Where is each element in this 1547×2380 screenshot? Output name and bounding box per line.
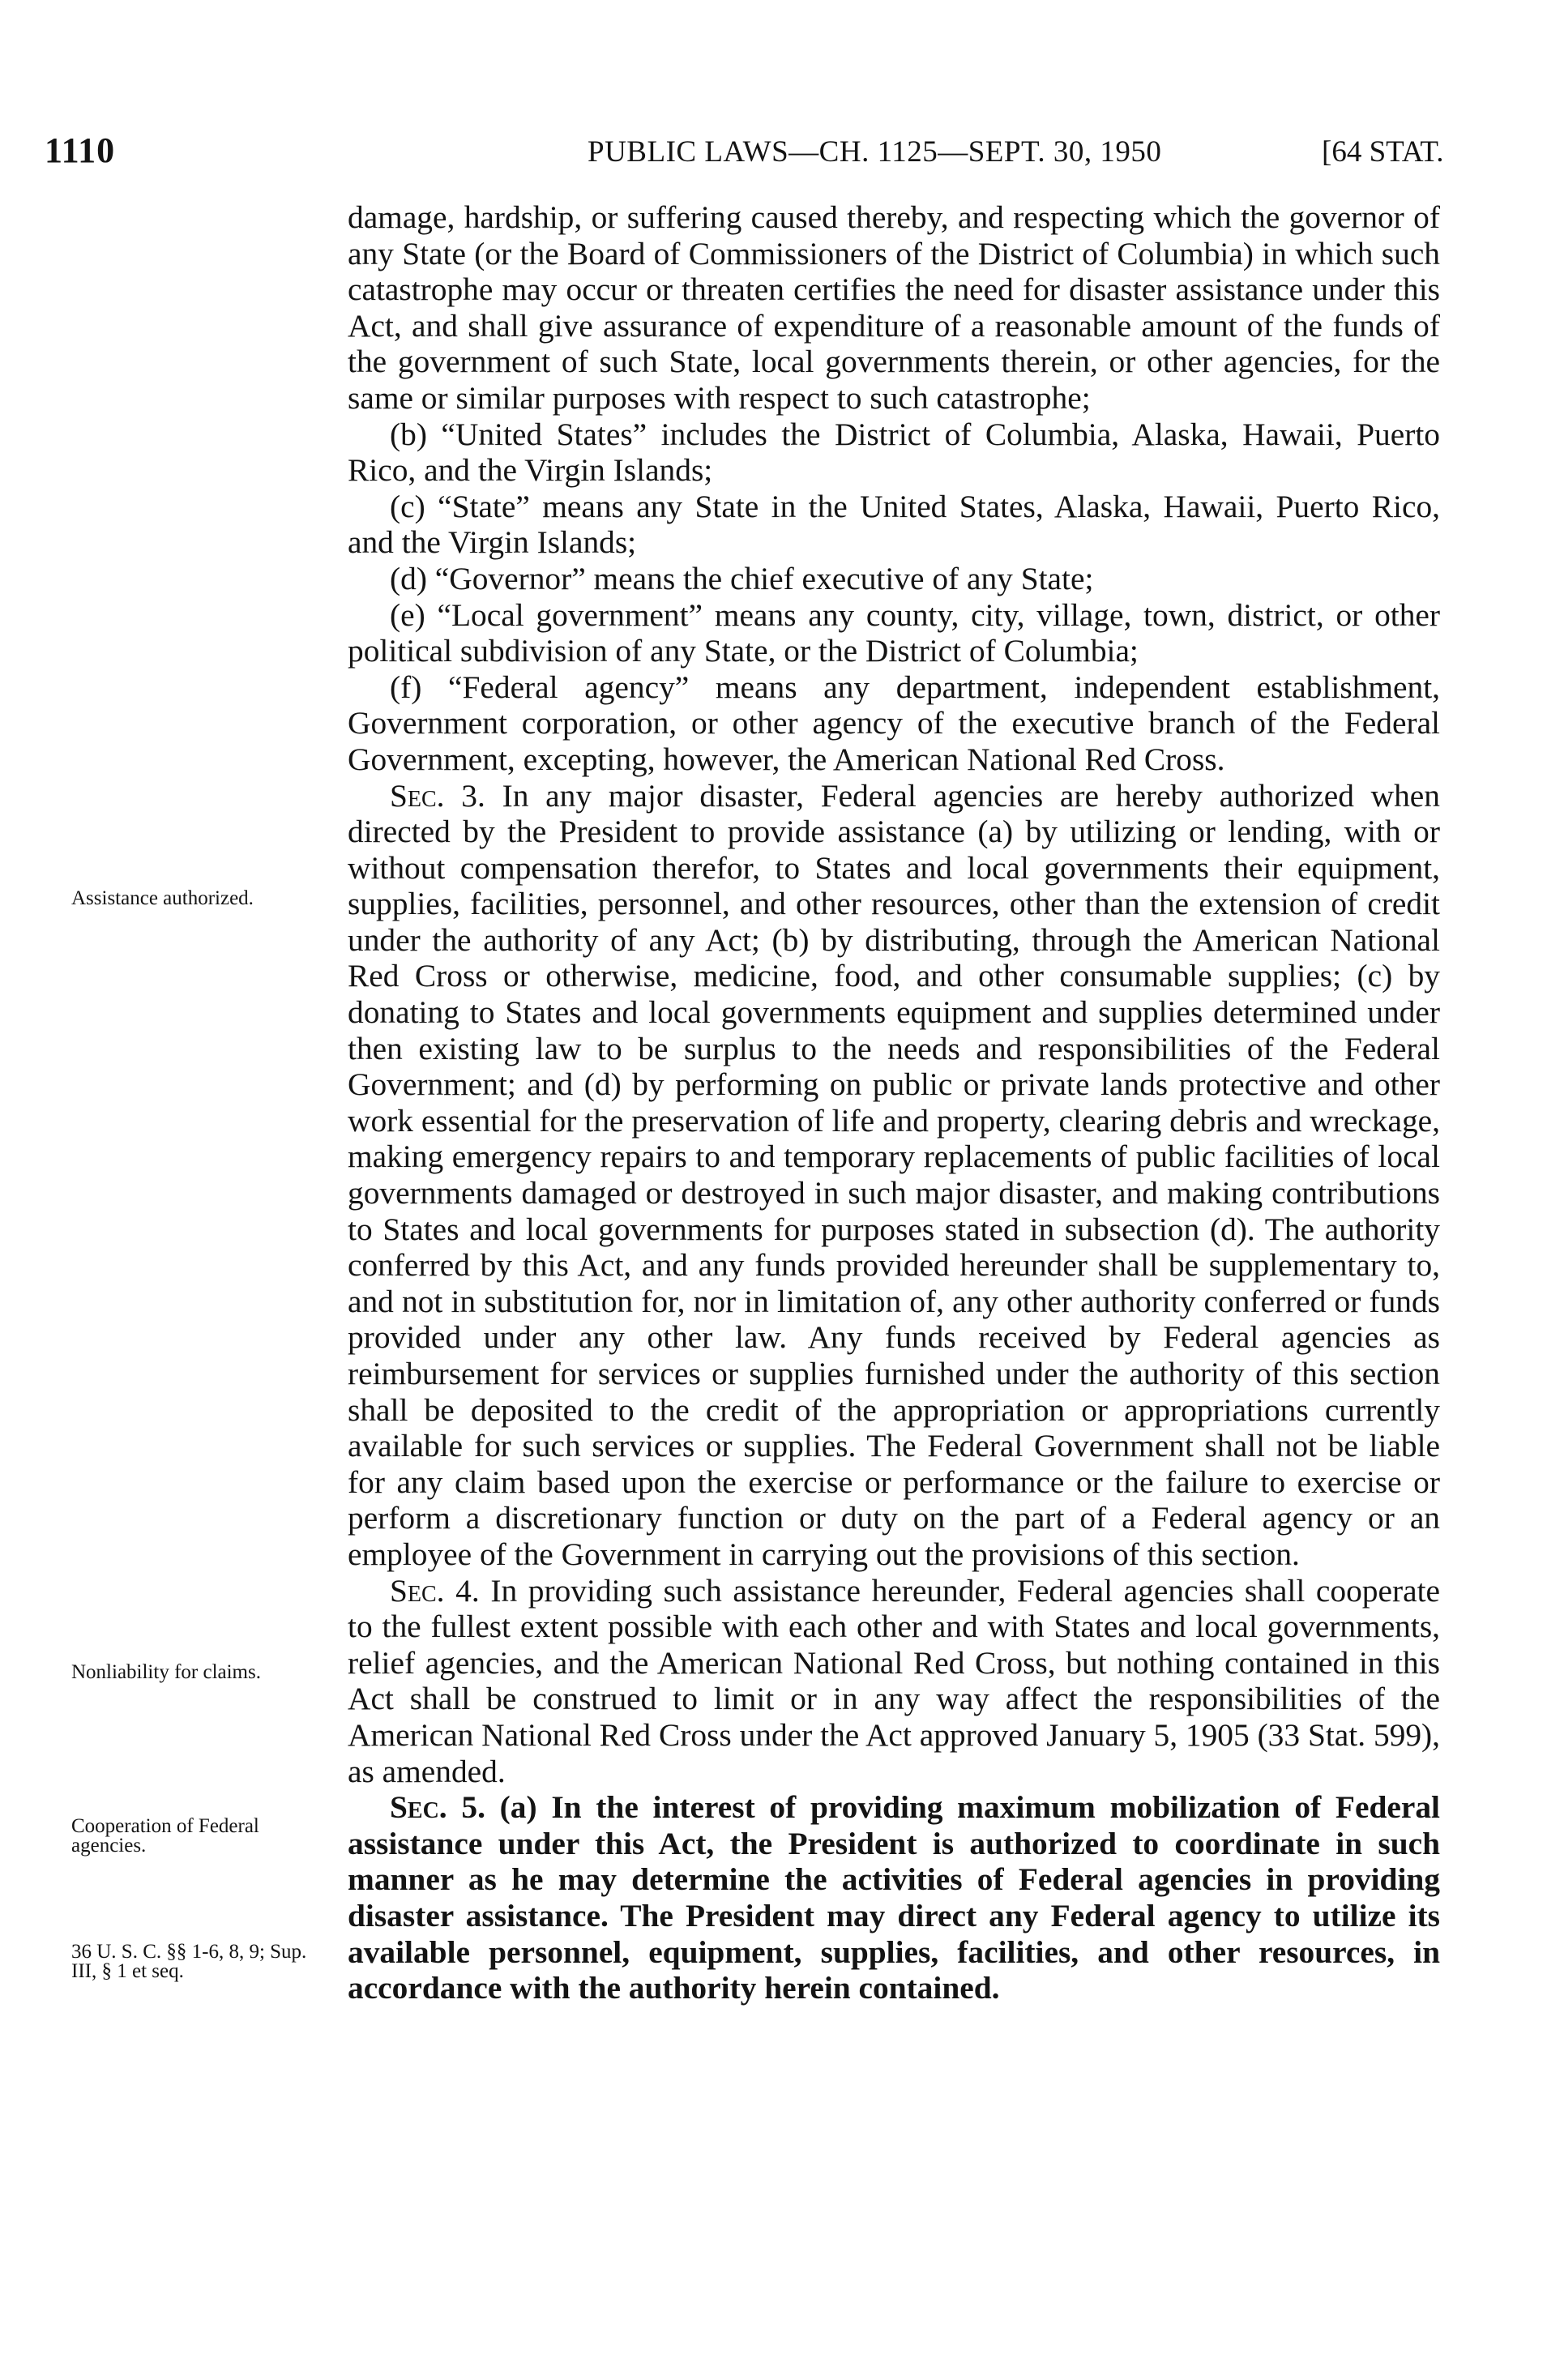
- section-5-text: (a) In the interest of providing maximum mobilization of Federal assistance under this Act, the President is authorized to coordinate in such manner as he may determine the activities of Federal agencies in providing disaster assistance. The President may direct any Federal agency to utilize its available personnel, equipment, supplies, facilities, and other resources, in accordance with the authority herein contained.: [348, 1789, 1440, 2006]
- paragraph-definition-d: (d) “Governor” means the chief executive of any State;: [390, 560, 1094, 596]
- paragraph-definition-b: (b) “United States” includes the District of Columbia, Alaska, Hawaii, Puerto Rico, and the Virgin Islands;: [348, 416, 1440, 489]
- section-4-label: Sec. 4.: [390, 1572, 480, 1609]
- page-number: 1110: [45, 130, 116, 170]
- margin-note-nonliability: Nonliability for claims.: [71, 1661, 261, 1683]
- section-5-label: Sec. 5.: [390, 1789, 485, 1826]
- page-header: [0, 130, 1547, 178]
- paragraph-definition-c: (c) “State” means any State in the United States, Alaska, Hawaii, Puerto Rico, and the Virgin Islands;: [348, 488, 1440, 561]
- section-5: [348, 1789, 1440, 2006]
- section-4-text: In providing such assistance hereunder, Federal agencies shall cooperate to the fullest extent possible with each other and with States and local governments, relief agencies, and the American National Red Cross, but nothing contained in this Act shall be construed to limit or in any way affect the responsibilities of the American National Red Cross under the Act approved January 5, 1905 (33 Stat. 599), as amended.: [348, 1572, 1441, 1789]
- margin-note-cooperation: Cooperation of Federal agencies.: [71, 1815, 259, 1857]
- statute-reference: [64 STAT.: [1322, 135, 1444, 169]
- paragraph-definition-continued: damage, hardship, or suffering caused thereby, and respecting which the governor of any State (or the Board of Commissioners of the District of Columbia) in which such catastrophe may occur or threaten certifies the need for disaster assistance under this Act, and shall give assurance of expenditure of a reasonable amount of the funds of the government of such State, local governments therein, or other agencies, for the same or similar purposes with respect to such catastrophe;: [348, 199, 1440, 416]
- section-3-text: In any major disaster, Federal agencies are hereby authorized when directed by the President to provide assistance (a) by utilizing or lending, with or without compensation therefor, to States and local governments their equipment, supplies, facilities, personnel, and other resources, other than the extension of credit under the authority of any Act; (b) by distributing, through the American National Red Cross or otherwise, medicine, food, and other consumable supplies; (c) by donating to States and local governments equipment and supplies determined under then existing law to be surplus to the needs and responsibilities of the Federal Government; and (d) by performing on public or private lands protective and other work essential for the preservation of life and property, clearing debris and wreckage, making emergency repairs to and temporary replacements of public facilities of local governments damaged or destroyed in such major disaster, and making contributions to States and local governments for purposes stated in subsection (d). The authority conferred by this Act, and any funds provided hereunder shall be supplementary to, and not in substitution for, nor in limitation of, any other authority conferred or funds provided under any other law. Any funds received by Federal agencies as reimbursement for services or supplies furnished under the authority of this section shall be deposited to the credit of the appropriation or appropriations currently available for such services or supplies. The Federal Government shall not be liable for any claim based upon the exercise or performance or the failure to exercise or perform a discretionary function or duty on the part of a Federal agency or an employee of the Government in carrying out the provisions of this section.: [348, 777, 1440, 1572]
- section-3: [348, 778, 1440, 1573]
- margin-note-assistance-authorized: Assistance authorized.: [71, 887, 254, 909]
- section-4: [348, 1573, 1440, 1790]
- paragraph-definition-f: (f) “Federal agency” means any department, independent establishment, Government corporation, or other agency of the executive branch of the Federal Government, excepting, however, the American National Red Cross.: [348, 669, 1440, 777]
- margin-note-usc-citation: 36 U. S. C. §§ 1-6, 8, 9; Sup. III, § 1 et seq.: [71, 1941, 307, 1982]
- section-3-label: Sec. 3.: [390, 777, 485, 814]
- statute-body: [348, 199, 1440, 2006]
- paragraph-definition-e: (e) “Local government” means any county, city, village, town, district, or other political subdivision of any State, or the District of Columbia;: [348, 596, 1440, 669]
- running-head: PUBLIC LAWS—CH. 1125—SEPT. 30, 1950: [588, 135, 1162, 169]
